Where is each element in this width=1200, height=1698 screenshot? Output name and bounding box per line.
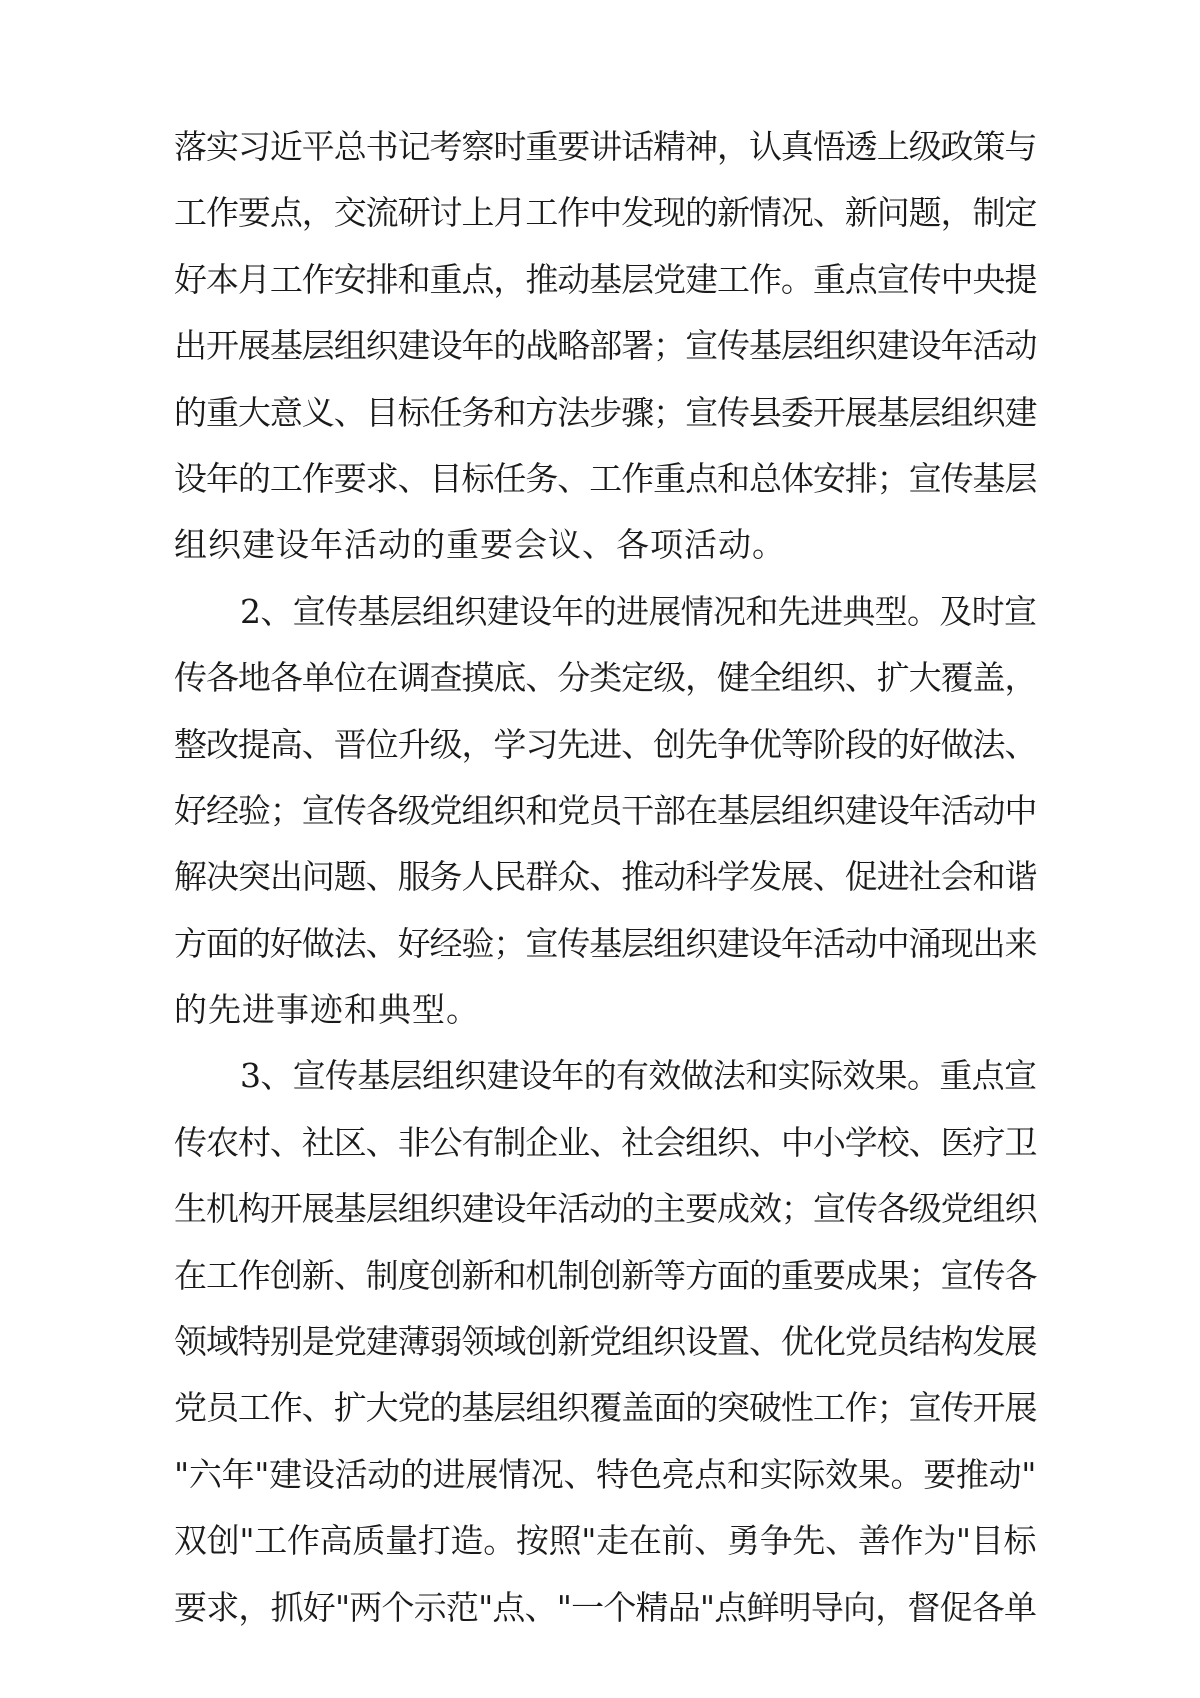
paragraph-1-line-3: 好本月工作安排和重点，推动基层党建工作。重点宣传中央提 (174, 259, 1036, 299)
paragraph-3-line-1: 3、宣传基层组织建设年的有效做法和实际效果。重点宣 (240, 1056, 1036, 1096)
paragraph-3-line-8: 双创"工作高质量打造。按照"走在前、勇争先、善作为"目标 (174, 1521, 1036, 1561)
document-body (174, 114, 1036, 1641)
paragraph-2-line-6: 方面的好做法、好经验；宣传基层组织建设年活动中涌现出来 (174, 923, 1036, 963)
paragraph-1-line-1: 落实习近平总书记考察时重要讲话精神，认真悟透上级政策与 (174, 127, 1036, 166)
paragraph-2-line-1: 2、宣传基层组织建设年的进展情况和先进典型。及时宣 (240, 591, 1036, 631)
paragraph-3-line-6: 党员工作、扩大党的基层组织覆盖面的突破性工作；宣传开展 (174, 1388, 1036, 1428)
paragraph-2-line-5: 解决突出问题、服务人民群众、推动科学发展、促进社会和谐 (174, 857, 1036, 897)
paragraph-1-line-2: 工作要点，交流研讨上月工作中发现的新情况、新问题，制定 (174, 193, 1036, 233)
paragraph-3-line-9: 要求，抓好"两个示范"点、"一个精品"点鲜明导向，督促各单 (174, 1587, 1036, 1627)
paragraph-2-line-2: 传各地各单位在调查摸底、分类定级，健全组织、扩大覆盖， (174, 658, 1036, 698)
paragraph-1-line-5: 的重大意义、目标任务和方法步骤；宣传县委开展基层组织建 (174, 392, 1036, 432)
paragraph-1-line-6: 设年的工作要求、目标任务、工作重点和总体安排；宣传基层 (174, 458, 1036, 498)
paragraph-3-line-3: 生机构开展基层组织建设年活动的主要成效；宣传各级党组织 (174, 1189, 1036, 1229)
paragraph-2-line-3: 整改提高、晋位升级，学习先进、创先争优等阶段的好做法、 (174, 724, 1036, 764)
paragraph-3-line-5: 领域特别是党建薄弱领域创新党组织设置、优化党员结构发展 (174, 1322, 1036, 1362)
paragraph-3-line-4: 在工作创新、制度创新和机制创新等方面的重要成果；宣传各 (174, 1255, 1036, 1295)
paragraph-1-line-4: 出开展基层组织建设年的战略部署；宣传基层组织建设年活动 (174, 326, 1036, 366)
paragraph-2-line-7: 的先进事迹和典型。 (174, 990, 480, 1030)
paragraph-3-line-7: "六年"建设活动的进展情况、特色亮点和实际效果。要推动" (174, 1454, 1036, 1494)
paragraph-1-line-7: 组织建设年活动的重要会议、各项活动。 (174, 525, 786, 565)
paragraph-2-line-4: 好经验；宣传各级党组织和党员干部在基层组织建设年活动中 (174, 790, 1036, 830)
paragraph-3-line-2: 传农村、社区、非公有制企业、社会组织、中小学校、医疗卫 (174, 1122, 1036, 1162)
